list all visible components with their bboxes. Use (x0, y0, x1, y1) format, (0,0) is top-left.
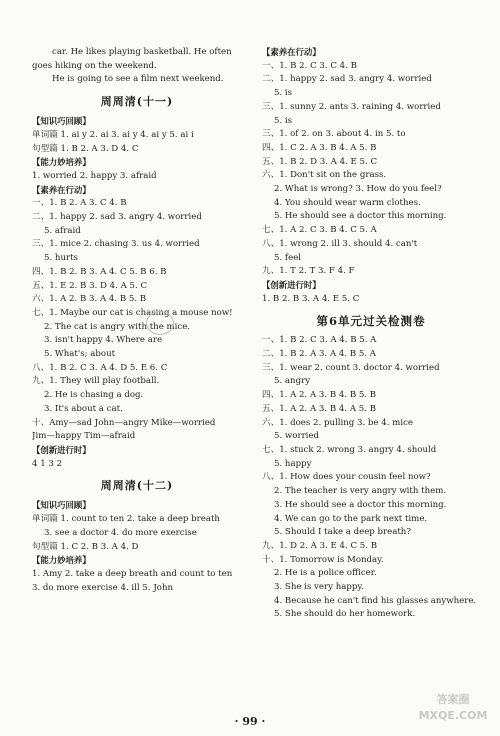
answer-line: 三、1. wear 2. count 3. doctor 4. worried (262, 362, 440, 373)
answer-line: 八、1. How does your cousin feel now? (262, 472, 431, 483)
answer-line: 四、1. C 2. A 3. B 4. A 5. B (262, 142, 377, 153)
answer-line: 4. We can go to the park next time. (274, 513, 428, 524)
section-heading: 【知识巧回顾】 (32, 116, 91, 127)
answer-line: 3. isn't happy 4. Where are (44, 335, 163, 346)
answer-line: 九、1. T 2. T 3. F 4. F (262, 266, 355, 277)
answer-line: 一、1. B 2. C 3. C 4. B (262, 60, 357, 71)
section-heading: 【创新进行时】 (32, 444, 91, 455)
answer-line: 5. is (274, 88, 293, 99)
answer-line: 四、1. B 2. B 3. A 4. C 5. B 6. B (32, 266, 167, 277)
right-column (262, 46, 480, 622)
answer-line: 1. B 2. B 3. A 4. E 5. C (262, 293, 360, 304)
answer-line: Jim—happy Tim—afraid (32, 431, 136, 442)
answer-line: 2. He is chasing a dog. (44, 390, 144, 401)
answer-line: 四、1. A 2. A 3. B 4. B 5. B (262, 390, 377, 401)
section-heading: 【知识巧回顾】 (32, 500, 91, 511)
answer-line: 3. He should see a doctor this morning. (274, 499, 447, 510)
answer-line: 十、1. Tomorrow is Monday. (262, 554, 384, 565)
answer-line: 5. He should see a doctor this morning. (274, 211, 447, 222)
answer-line: car. He likes playing basketball. He often (52, 47, 232, 57)
section-heading: 【素养在行动】 (32, 184, 91, 195)
answer-line: 九、1. D 2. A 3. E 4. C 5. B (262, 540, 378, 551)
answer-line: 二、1. happy 2. sad 3. angry 4. worried (32, 212, 202, 223)
answer-line: 3. see a doctor 4. do more exercise (44, 527, 197, 538)
answer-line: 五、1. B 2. D 3. A 4. E 5. C (262, 156, 378, 167)
answer-line: 5. What's; about (44, 349, 116, 360)
answer-line: 5. is (274, 115, 293, 126)
answer-line: 二、1. B 2. A 3. A 4. B 5. A (262, 349, 377, 360)
answer-line: 句型篇 1. B 2. A 3. D 4. C (32, 143, 139, 154)
answer-line: 十、Amy—sad John—angry Mike—worried (32, 417, 216, 428)
answer-line: 5. happy (274, 458, 312, 469)
answer-line: 5. angry (274, 376, 311, 387)
answer-line: 六、1. A 2. B 3. A 4. B 5. B (32, 294, 147, 305)
answer-line: 5. Should I take a deep breath? (274, 527, 411, 538)
answer-line: 单词篇 1. count to ten 2. take a deep breath (32, 514, 220, 525)
answer-line: 2. The teacher is very angry with them. (274, 486, 447, 497)
answer-line: 5. She should do her homework. (274, 609, 416, 620)
answer-line: 三、1. of 2. on 3. about 4. in 5. to (262, 129, 406, 140)
section-heading: 【创新进行时】 (262, 279, 321, 290)
answer-line: 4 1 3 2 (32, 458, 63, 469)
answer-line: 六、1. does 2. pulling 3. be 4. mice (262, 417, 413, 428)
watermark-logo: 答案圈 MXQE.COM (418, 693, 488, 722)
answer-line: goes hiking on the weekend. (32, 60, 157, 71)
answer-line: 三、1. mice 2. chasing 3. us 4. worried (32, 239, 200, 250)
answer-line: 4. Because he can't find his glasses anywhere. (274, 595, 477, 606)
answer-line: 3. She is very happy. (274, 582, 364, 593)
answer-line: 4. You should wear warm clothes. (274, 197, 421, 208)
answer-line: He is going to see a film next weekend. (52, 74, 224, 85)
section-title: 第6单元过关检测卷 (316, 314, 426, 329)
answer-line: 八、1. B 2. C 3. A 4. D 5. E 6. C (32, 362, 168, 373)
answer-line: 单词篇 1. ai y 2. ai 3. ai y 4. ai y 5. ai i (32, 129, 194, 140)
left-column (32, 46, 242, 595)
answer-line: 五、1. A 2. A 3. B 4. A 5. B (262, 403, 377, 414)
answer-line: 2. He is a police officer. (274, 568, 377, 579)
section-heading: 【能力妙培养】 (32, 555, 91, 566)
answer-line: 5. worried (274, 431, 320, 442)
answer-line: 3. It's about a cat. (44, 403, 123, 414)
answer-line: 三、1. sunny 2. ants 3. raining 4. worried (262, 101, 441, 112)
section-title: 周周清(十一) (100, 95, 174, 109)
answer-line: 2. The cat is angry with the mice. (44, 321, 191, 332)
answer-line: 一、1. B 2. A 3. C 4. B (32, 198, 127, 209)
answer-line: 七、1. A 2. C 3. B 4. C 5. A (262, 225, 377, 236)
section-heading: 【素养在行动】 (262, 47, 321, 57)
stamp-mark (146, 311, 174, 335)
answer-line: 2. What is wrong? 3. How do you feel? (274, 184, 442, 195)
answer-line: 1. worried 2. happy 3. afraid (32, 170, 157, 181)
page-number: · 99 · (234, 715, 266, 728)
answer-line: 七、1. stuck 2. wrong 3. angry 4. should (262, 444, 437, 455)
answer-line: 七、1. Maybe our cat is chasing a mouse now! (32, 307, 233, 318)
answer-line: 八、1. wrong 2. ill 3. should 4. can't (262, 238, 418, 249)
answer-line: 二、1. happy 2. sad 3. angry 4. worried (262, 74, 432, 85)
section-title: 周周清(十二) (100, 479, 174, 493)
answer-line: 5. feel (274, 252, 302, 263)
answer-line: 5. afraid (44, 225, 81, 236)
answer-line: 3. do more exercise 4. ill 5. John (32, 582, 174, 593)
answer-line: 五、1. E 2. B 3. D 4. A 5. C (32, 280, 148, 291)
answer-line: 六、1. Don't sit on the grass. (262, 170, 387, 181)
answer-line: 5. hurts (44, 253, 78, 264)
section-heading: 【能力妙培养】 (32, 157, 91, 168)
answer-line: 一、1. B 2. C 3. A 4. B 5. A (262, 335, 377, 346)
answer-line: 九、1. They will play football. (32, 376, 160, 387)
answer-line: 1. Amy 2. take a deep breath and count to ten (32, 568, 233, 579)
answer-line: 句型篇 1. C 2. B 3. A 4. D (32, 541, 139, 552)
